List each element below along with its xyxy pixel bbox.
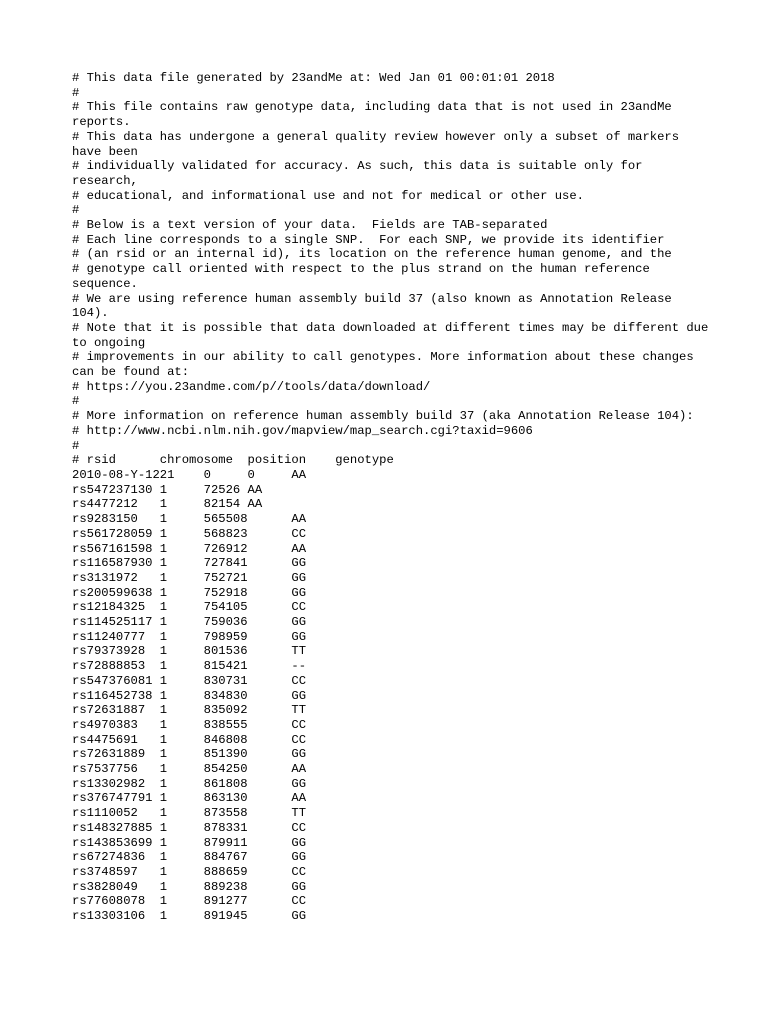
data-row: rs547237130 1 72526 AA <box>72 482 263 497</box>
header-line: # Each line corresponds to a single SNP. For each SNP, we provide its identifier <box>72 232 665 247</box>
download-url-line: # https://you.23andme.com/p//tools/data/download/ <box>72 379 431 394</box>
data-row: rs72631889 1 851390 GG <box>72 747 307 762</box>
data-row: rs200599638 1 752918 GG <box>72 585 307 600</box>
header-line: # This data has undergone a general quality review however only a subset of markers have been <box>72 129 687 159</box>
header-line: # individually validated for accuracy. As such, this data is suitable only for research, <box>72 159 650 188</box>
data-row: rs13303106 1 891945 GG <box>72 909 307 924</box>
data-row: rs116452738 1 834830 GG <box>72 688 307 703</box>
data-row: rs3748597 1 888659 CC <box>72 864 307 879</box>
header-line: # This data file generated by 23andMe at: Wed Jan 01 00:01:01 2018 <box>72 71 555 85</box>
file-header-comments <box>72 71 716 453</box>
data-row: 2010-08-Y-1221 0 0 AA <box>72 467 307 482</box>
header-line: # (an rsid or an internal id), its location on the reference human genome, and the <box>72 247 672 262</box>
data-row: rs561728059 1 568823 CC <box>72 526 307 541</box>
header-line: # Below is a text version of your data. Fields are TAB-separated <box>72 218 548 233</box>
data-row: rs7537756 1 854250 AA <box>72 762 307 777</box>
raw-genotype-document <box>72 71 716 924</box>
header-line: # We are using reference human assembly build 37 (also known as Annotation Release 104). <box>72 291 680 321</box>
data-row: rs67274836 1 884767 GG <box>72 850 307 865</box>
ncbi-url-line: # http://www.ncbi.nlm.nih.gov/mapview/map_search.cgi?taxid=9606 <box>72 423 533 438</box>
header-line: # <box>72 394 80 409</box>
header-line: # <box>72 438 80 453</box>
header-line: # Note that it is possible that data downloaded at different times may be different due to ongoing <box>72 320 716 350</box>
data-row: rs1110052 1 873558 TT <box>72 806 307 821</box>
data-row: rs547376081 1 830731 CC <box>72 673 307 688</box>
header-line: # This file contains raw genotype data, including data that is not used in 23andMe reports. <box>72 100 680 130</box>
genotype-data-rows <box>72 468 712 924</box>
data-row: rs77608078 1 891277 CC <box>72 894 307 909</box>
data-row: rs148327885 1 878331 CC <box>72 820 307 835</box>
data-row: rs116587930 1 727841 GG <box>72 556 307 571</box>
data-row: rs12184325 1 754105 CC <box>72 600 307 615</box>
data-row: rs376747791 1 863130 AA <box>72 791 307 806</box>
data-row: rs567161598 1 726912 AA <box>72 541 307 556</box>
header-line: # educational, and informational use and not for medical or other use. <box>72 188 584 203</box>
data-row: rs9283150 1 565508 AA <box>72 512 307 527</box>
data-row: rs4477212 1 82154 AA <box>72 497 263 512</box>
data-row: rs4475691 1 846808 CC <box>72 732 307 747</box>
data-row: rs13302982 1 861808 GG <box>72 776 307 791</box>
header-line: # genotype call oriented with respect to the plus strand on the human reference sequence. <box>72 262 658 291</box>
data-row: rs4970383 1 838555 CC <box>72 717 307 732</box>
data-row: rs143853699 1 879911 GG <box>72 835 307 850</box>
header-line: # improvements in our ability to call genotypes. More information about these changes can be found at: <box>72 350 701 380</box>
data-row: rs72631887 1 835092 TT <box>72 703 307 718</box>
column-header: # rsid chromosome position genotype <box>72 453 394 468</box>
data-row: rs79373928 1 801536 TT <box>72 644 307 659</box>
data-row: rs3828049 1 889238 GG <box>72 879 307 894</box>
data-row: rs3131972 1 752721 GG <box>72 570 307 585</box>
data-row: rs114525117 1 759036 GG <box>72 615 307 630</box>
header-line: # <box>72 203 80 218</box>
header-line: # <box>72 85 80 100</box>
data-row: rs11240777 1 798959 GG <box>72 629 307 644</box>
data-row: rs72888853 1 815421 -- <box>72 659 307 674</box>
header-line: # More information on reference human assembly build 37 (aka Annotation Release 104): <box>72 409 694 424</box>
